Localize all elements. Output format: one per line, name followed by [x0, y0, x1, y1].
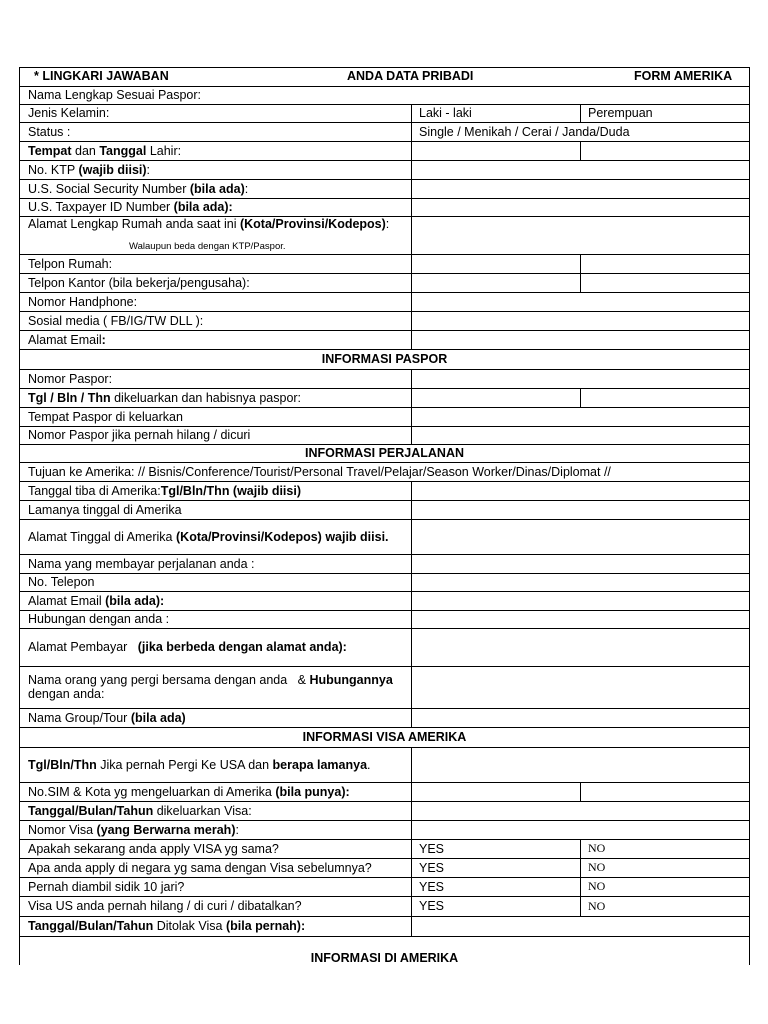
row-section-perjalanan [20, 444, 749, 463]
pembayar-label: Nama yang membayar perjalanan anda : [28, 556, 255, 571]
paspor-hilang-label: Nomor Paspor jika pernah hilang / dicuri [28, 428, 251, 442]
telpon-kantor-field[interactable] [411, 273, 588, 292]
visa-ditolak-label: Tanggal/Bulan/Tahun Ditolak Visa (bila pernah): [28, 919, 306, 933]
alamat-pembayar-label: Alamat Pembayar (jika berbeda dengan alamat anda): [28, 640, 347, 654]
group-tour-field[interactable] [411, 708, 749, 727]
sosial-media-field[interactable] [411, 311, 749, 330]
sim-kota-field[interactable] [580, 782, 749, 801]
tujuan-options[interactable]: Tujuan ke Amerika: // Bisnis/Conference/Tourist/Personal Travel/Pelajar/Season Worker/Dinas/Diplomat // [28, 464, 611, 479]
option-no[interactable]: NO [580, 858, 749, 877]
row-section-paspor [20, 349, 749, 370]
visa-hilang-label: Visa US anda pernah hilang / di curi / dibatalkan? [28, 899, 302, 913]
nama-label: Nama Lengkap Sesuai Paspor: [28, 88, 202, 102]
telpon-kantor-label: Telpon Kantor (bila bekerja/pengusaha): [28, 275, 250, 290]
tempat-paspor-field[interactable] [411, 407, 749, 426]
taxpayer-label: U.S. Taxpayer ID Number (bila ada): [28, 200, 233, 214]
visa-ditolak-field[interactable] [411, 916, 749, 936]
tanggal-tiba-field[interactable] [411, 481, 749, 500]
tempat-lahir-field[interactable] [411, 141, 588, 160]
option-no[interactable]: NO [580, 877, 749, 896]
row-status [20, 122, 749, 142]
email-label: Alamat Email: [28, 332, 106, 347]
row-alamat-tinggal [20, 519, 749, 555]
pergi-bersama-field[interactable] [411, 666, 749, 708]
option-yes[interactable]: YES [411, 896, 588, 916]
row-telpon-kantor [20, 273, 749, 293]
pernah-ke-usa-field[interactable] [411, 747, 749, 782]
handphone-label: Nomor Handphone: [28, 294, 138, 309]
instruction-label: * LINGKARI JAWABAN [34, 69, 169, 83]
row-apply-visa-sama [20, 839, 749, 859]
row-alamat-rumah [20, 216, 749, 255]
visa-dikeluarkan-field[interactable] [411, 801, 749, 820]
form-header-row [20, 68, 749, 87]
row-telepon-pembayar [20, 573, 749, 592]
row-tempat-tanggal-lahir [20, 141, 749, 161]
alamat-tinggal-label: Alamat Tinggal di Amerika (Kota/Provinsi/Kodepos) wajib diisi. [28, 529, 389, 544]
visa-dikeluarkan-label: Tanggal/Bulan/Tahun dikeluarkan Visa: [28, 803, 252, 818]
alamat-rumah-label: Alamat Lengkap Rumah anda saat ini (Kota/Provinsi/Kodepos): Walaupun beda dengan KTP/Paspor. [28, 217, 390, 252]
option-laki-laki[interactable]: Laki - laki [411, 104, 588, 122]
lamanya-field[interactable] [411, 500, 749, 519]
row-pembayar [20, 554, 749, 574]
telpon-rumah-field[interactable] [411, 254, 588, 273]
hubungan-field[interactable] [411, 610, 749, 628]
section-title-personal: ANDA DATA PRIBADI [347, 69, 474, 83]
nomor-visa-label: Nomor Visa (yang Berwarna merah): [28, 822, 239, 837]
row-alamat-pembayar [20, 628, 749, 667]
taxpayer-field[interactable] [411, 198, 749, 216]
apply-visa-sama-label: Apakah sekarang anda apply VISA yg sama? [28, 841, 279, 856]
sidik-jari-label: Pernah diambil sidik 10 jari? [28, 879, 185, 894]
row-nama [20, 86, 749, 105]
row-tgl-paspor [20, 388, 749, 408]
telpon-rumah-field-2[interactable] [580, 254, 749, 273]
section-title-paspor: INFORMASI PASPOR [321, 352, 448, 366]
row-tujuan [20, 462, 749, 482]
negara-sama-label: Apa anda apply di negara yg sama dengan Visa sebelumnya? [28, 860, 372, 875]
email-pembayar-label: Alamat Email (bila ada): [28, 593, 165, 608]
row-visa-ditolak [20, 916, 749, 937]
row-nomor-visa [20, 820, 749, 840]
form-title: FORM AMERIKA [634, 69, 733, 83]
row-sim [20, 782, 749, 802]
telepon-pembayar-field[interactable] [411, 573, 749, 591]
row-visa-dikeluarkan [20, 801, 749, 821]
option-no[interactable]: NO [580, 896, 749, 916]
ssn-label: U.S. Social Security Number (bila ada): [28, 181, 249, 196]
telpon-rumah-label: Telpon Rumah: [28, 256, 113, 271]
lamanya-label: Lamanya tinggal di Amerika [28, 502, 182, 517]
tempat-paspor-label: Tempat Paspor di keluarkan [28, 409, 183, 424]
tanggal-lahir-field[interactable] [580, 141, 749, 160]
row-pernah-ke-usa [20, 747, 749, 783]
sosial-media-label: Sosial media ( FB/IG/TW DLL ): [28, 313, 204, 328]
option-perempuan[interactable]: Perempuan [580, 104, 749, 122]
pembayar-field[interactable] [411, 554, 749, 573]
row-taxpayer [20, 198, 749, 217]
section-title-di-amerika: INFORMASI DI AMERIKA [310, 951, 459, 965]
row-telpon-rumah [20, 254, 749, 274]
alamat-pembayar-field[interactable] [411, 628, 749, 666]
section-title-perjalanan: INFORMASI PERJALANAN [304, 446, 465, 460]
ttl-label: Tempat dan Tanggal Lahir: [28, 143, 182, 158]
row-lamanya [20, 500, 749, 520]
row-negara-sama [20, 858, 749, 878]
alamat-tinggal-field[interactable] [411, 519, 749, 554]
group-tour-label: Nama Group/Tour (bila ada) [28, 710, 186, 725]
row-tempat-paspor [20, 407, 749, 427]
row-visa-hilang [20, 896, 749, 917]
row-ktp [20, 160, 749, 180]
status-label: Status : [28, 124, 71, 139]
jenis-kelamin-label: Jenis Kelamin: [28, 106, 110, 120]
option-yes[interactable]: YES [411, 839, 588, 858]
ssn-field[interactable] [411, 179, 749, 198]
row-hubungan [20, 610, 749, 629]
handphone-field[interactable] [411, 292, 749, 311]
sim-label: No.SIM & Kota yg mengeluarkan di Amerika (bila punya): [28, 784, 350, 799]
row-sidik-jari [20, 877, 749, 897]
email-pembayar-field[interactable] [411, 591, 749, 610]
pergi-bersama-label: Nama orang yang pergi bersama dengan anda & Hubungannya dengan anda: [28, 673, 397, 701]
row-pergi-bersama [20, 666, 749, 709]
paspor-hilang-field[interactable] [411, 426, 749, 444]
option-no[interactable]: NO [580, 839, 749, 858]
row-sosial-media [20, 311, 749, 331]
tgl-habis-field[interactable] [580, 388, 749, 407]
nomor-visa-field[interactable] [411, 820, 749, 839]
telepon-pembayar-label: No. Telepon [28, 575, 95, 589]
alamat-rumah-field[interactable] [411, 216, 749, 254]
row-paspor-hilang [20, 426, 749, 445]
alamat-note: Walaupun beda dengan KTP/Paspor. [129, 241, 286, 252]
hubungan-label: Hubungan dengan anda : [28, 612, 170, 626]
ktp-field[interactable] [411, 160, 749, 179]
row-group-tour [20, 708, 749, 728]
nomor-paspor-label: Nomor Paspor: [28, 371, 113, 386]
us-visa-form [19, 67, 750, 965]
row-jenis-kelamin [20, 104, 749, 123]
sim-nomor-field[interactable] [411, 782, 588, 801]
pernah-ke-usa-label: Tgl/Bln/Thn Jika pernah Pergi Ke USA dan berapa lamanya. [28, 757, 371, 772]
ktp-label: No. KTP (wajib diisi): [28, 162, 151, 177]
tanggal-tiba-label: Tanggal tiba di Amerika:Tgl/Bln/Thn (wajib diisi) [28, 483, 301, 498]
email-field[interactable] [411, 330, 749, 349]
row-nomor-paspor [20, 369, 749, 389]
nomor-paspor-field[interactable] [411, 369, 749, 388]
tgl-dikeluarkan-field[interactable] [411, 388, 588, 407]
row-ssn [20, 179, 749, 199]
section-title-visa: INFORMASI VISA AMERIKA [302, 730, 467, 744]
row-tanggal-tiba [20, 481, 749, 501]
option-yes[interactable]: YES [411, 877, 588, 896]
tgl-paspor-label: Tgl / Bln / Thn dikeluarkan dan habisnya paspor: [28, 390, 302, 405]
row-email-pembayar [20, 591, 749, 611]
status-options[interactable]: Single / Menikah / Cerai / Janda/Duda [411, 122, 749, 141]
option-yes[interactable]: YES [411, 858, 588, 877]
row-handphone [20, 292, 749, 312]
telpon-kantor-field-2[interactable] [580, 273, 749, 292]
row-email [20, 330, 749, 350]
row-section-visa [20, 727, 749, 748]
